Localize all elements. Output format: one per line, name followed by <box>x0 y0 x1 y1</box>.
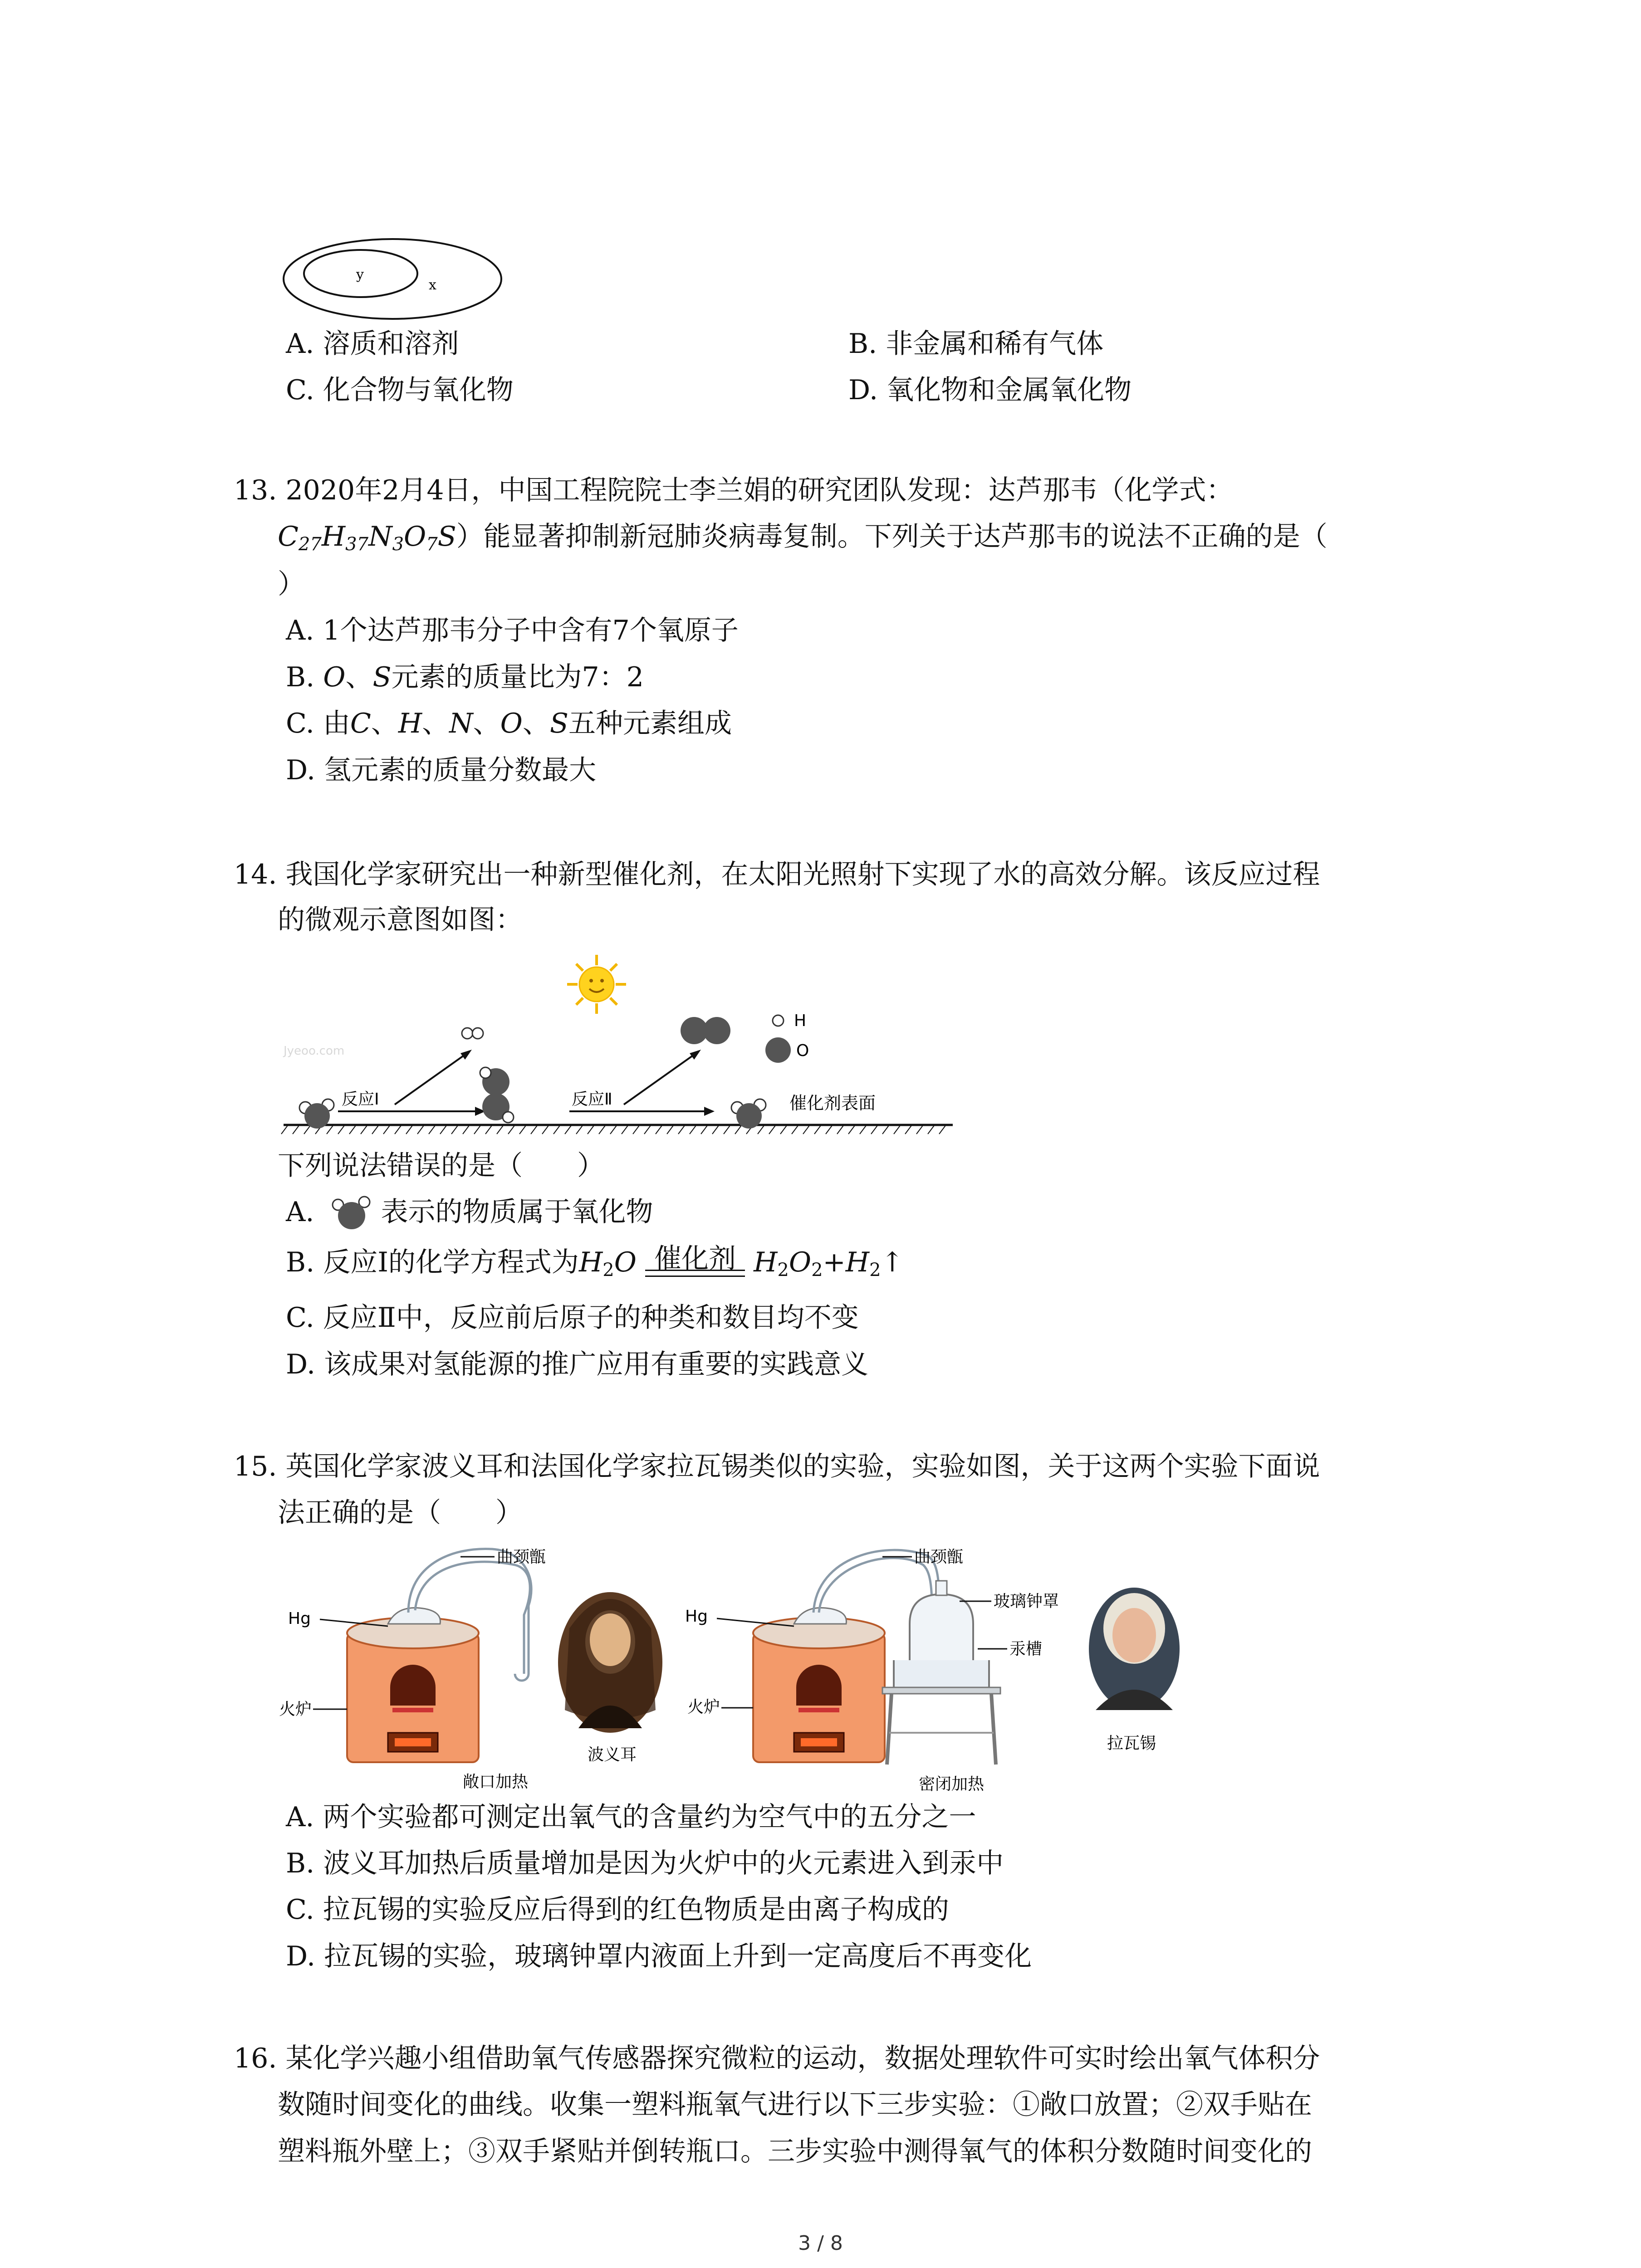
q13-option-c-prefix: C. 由 <box>286 708 350 739</box>
q14-option-d: D. 该成果对氢能源的推广应用有重要的实践意义 <box>286 1349 869 1380</box>
watermark: Jyeoo.com <box>284 1044 345 1058</box>
bell-jar-label: 玻璃钟罩 <box>994 1592 1059 1611</box>
legend-o-label: O <box>796 1041 809 1060</box>
q15-option-b: B. 波义耳加热后质量增加是因为火炉中的火元素进入到汞中 <box>286 1848 1004 1879</box>
q13-stem-line2-rest: ）能显著抑制新冠肺炎病毒复制。下列关于达芦那韦的说法不正确的是（ <box>456 521 1327 552</box>
q12-option-a: A. 溶质和溶剂 <box>286 328 459 360</box>
caption-left: 敞口加热 <box>463 1773 529 1791</box>
boyle-name: 波义耳 <box>588 1745 637 1764</box>
page-number: 3 / 8 <box>798 2232 843 2255</box>
venn-inner-label: y <box>356 267 364 283</box>
q13-option-c-suffix: 五种元素组成 <box>568 708 732 739</box>
q13-stem-line2 <box>278 519 1327 562</box>
catalyst-surface-label: 催化剂表面 <box>789 1093 876 1113</box>
q13-option-b-prefix: B. <box>286 661 323 693</box>
reaction-micro-diagram <box>279 953 957 1152</box>
furnace-left <box>347 1618 479 1762</box>
hg-label-left: Hg <box>288 1609 311 1628</box>
venn-diagram <box>281 236 508 322</box>
q13-stem-line3: ） <box>278 568 305 600</box>
q14-option-a-text: 表示的物质属于氧化物 <box>381 1196 653 1228</box>
q16-line3: 塑料瓶外壁上；③双手紧贴并倒转瓶口。三步实验中测得氧气的体积分数随时间变化的 <box>278 2136 1312 2167</box>
q14-stem-line1: 14. 我国化学家研究出一种新型催化剂，在太阳光照射下实现了水的高效分解。该反应过程 <box>234 859 1320 890</box>
catalyst-label: 催化剂 <box>654 1243 736 1275</box>
q14-stem-line2: 的微观示意图如图： <box>278 904 523 936</box>
q13-option-c: C. 由C、H、N、O、S五种元素组成 <box>286 708 732 739</box>
hydrogen-peroxide-molecule-icon <box>480 1067 514 1123</box>
reaction2-label: 反应Ⅱ <box>572 1090 612 1109</box>
q13-option-b: B. O、S元素的质量比为7：2 <box>286 661 644 693</box>
boyle-portrait <box>558 1592 662 1733</box>
caption-right: 密闭加热 <box>919 1775 985 1792</box>
q14-question: 下列说法错误的是（ ） <box>278 1150 604 1182</box>
q14-option-a <box>286 1195 653 1231</box>
hydrogen-molecule-icon <box>462 1028 483 1039</box>
water-molecule-icon <box>329 1195 379 1231</box>
catalyst-arrow <box>645 1245 745 1280</box>
q15-stem-line2: 法正确的是（ ） <box>278 1497 523 1529</box>
q15-option-c: C. 拉瓦锡的实验反应后得到的红色物质是由离子构成的 <box>286 1894 949 1926</box>
reaction1-label: 反应Ⅰ <box>342 1090 379 1109</box>
q14-option-c: C. 反应Ⅱ中，反应前后原子的种类和数目均不变 <box>286 1302 859 1334</box>
hg-label-right: Hg <box>685 1607 708 1626</box>
q14-option-b: B. 反应Ⅰ的化学方程式为$H_2O$ 催化剂 $H_2O_2+H_2↑$ <box>286 1243 904 1281</box>
sun-icon <box>567 955 626 1014</box>
q16-line1: 16. 某化学兴趣小组借助氧气传感器探究微粒的运动，数据处理软件可实时绘出氧气体积分 <box>234 2043 1320 2074</box>
q12-option-b: B. 非金属和稀有气体 <box>848 328 1104 360</box>
q15-option-d: D. 拉瓦锡的实验，玻璃钟罩内液面上升到一定高度后不再变化 <box>286 1941 1032 1972</box>
furnace-right <box>753 1618 885 1762</box>
q13-option-a: A. 1个达芦那韦分子中含有7个氧原子 <box>286 615 739 646</box>
q13-option-b-text: 元素的质量比为7：2 <box>391 661 644 693</box>
bell-jar-apparatus <box>882 1581 1000 1765</box>
retort-label-left: 曲颈甑 <box>497 1548 546 1566</box>
q15-option-a: A. 两个实验都可测定出氧气的含量约为空气中的五分之一 <box>286 1801 976 1833</box>
legend-h-label: H <box>794 1012 807 1030</box>
legend <box>765 1012 809 1063</box>
q13-option-d: D. 氢元素的质量分数最大 <box>286 754 597 786</box>
venn-outer-label: x <box>429 277 436 293</box>
oxygen-molecule-icon <box>681 1017 730 1044</box>
furnace-label-left: 火炉 <box>279 1700 312 1719</box>
q12-option-d: D. 氧化物和金属氧化物 <box>848 374 1132 406</box>
lavoisier-portrait <box>1089 1588 1180 1710</box>
experiment-figure <box>279 1538 1209 1792</box>
retort-label-right: 曲颈甑 <box>914 1548 964 1566</box>
q13-stem-line1: 13. 2020年2月4日，中国工程院院士李兰娟的研究团队发现：达芦那韦（化学式： <box>234 474 1234 506</box>
q12-option-c: C. 化合物与氧化物 <box>286 374 514 406</box>
lavoisier-name: 拉瓦锡 <box>1107 1734 1156 1753</box>
trough-label: 汞槽 <box>1009 1640 1043 1658</box>
q15-stem-line1: 15. 英国化学家波义耳和法国化学家拉瓦锡类似的实验，实验如图，关于这两个实验下面说 <box>234 1451 1320 1482</box>
q14-option-a-prefix: A. <box>286 1196 314 1228</box>
q14-option-b-prefix: B. 反应Ⅰ的化学方程式为 <box>286 1246 579 1278</box>
q16-line2: 数随时间变化的曲线。收集一塑料瓶氧气进行以下三步实验：①敞口放置；②双手贴在 <box>278 2089 1312 2121</box>
q13-formula: $C_{27}H_{37}N_3O_7S$ <box>278 521 456 555</box>
furnace-label-right: 火炉 <box>687 1698 720 1716</box>
